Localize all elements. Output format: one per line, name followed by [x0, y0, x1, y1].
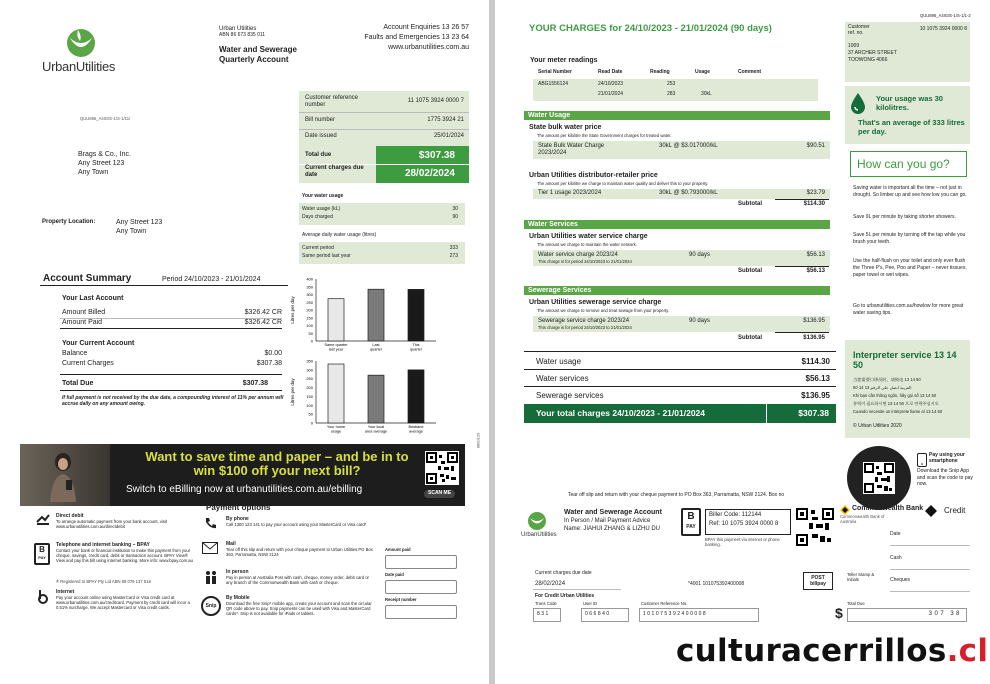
subtotal-water-usage: $114.30 [803, 201, 825, 207]
charge-desc: The amount we charge to maintain the water network. [537, 242, 637, 247]
chart-tick-label: 200 [306, 307, 313, 313]
chart-bar [368, 375, 384, 423]
abn: ABN 86 673 835 011 [219, 32, 266, 38]
chart-bar [408, 289, 424, 341]
chart-tick-label: 350 [306, 284, 313, 290]
avg-current-value: 333 [449, 245, 458, 251]
subtotal-label: Subtotal [738, 201, 762, 207]
qr-code-icon [427, 453, 457, 483]
meter-readings-title: Your meter readings [530, 57, 598, 64]
avg-last-year-value: 273 [449, 253, 458, 259]
chart-tick-label: 150 [306, 315, 313, 321]
tip-item: Use the half-flush on your toilet and only ever flush the Three P's, Pee, Poo and Paper – never tissues, paper towel or wet wipes. [853, 258, 967, 278]
chart-category-label: usage [330, 429, 342, 434]
pay-method-title: Mail [226, 541, 236, 547]
slip-due-label: Current charges due date [535, 570, 592, 576]
addressee-line-2: Any Street 123 [78, 160, 125, 167]
mail-icon [202, 542, 218, 554]
chart-bar [328, 299, 344, 341]
info-label: Bill number [305, 117, 336, 123]
promo-headline-1: Want to save time and paper – and be in to [145, 449, 409, 464]
grand-total-value: $307.38 [798, 408, 829, 418]
chart-category-label: last year [328, 347, 344, 352]
slip-title: Water and Sewerage Account [564, 509, 662, 516]
total-due-summary-value: $307.38 [242, 380, 268, 387]
meter-header: Reading [650, 69, 670, 75]
chart-tick-label: 100 [306, 402, 313, 408]
slip-qr-code[interactable] [796, 508, 834, 546]
pay-method-text: To arrange automatic payment from your bank account, visit www.urbanutilities.com.au/directdebit [56, 519, 168, 529]
charge-title: State bulk water price [529, 124, 602, 131]
date-paid-label: Date paid [385, 572, 404, 577]
chart-tick-label: 250 [306, 376, 313, 382]
chart-category-label: Your home [326, 425, 346, 429]
water-usage-title: Your water usage [302, 193, 344, 199]
section-water-usage: Water Usage [524, 111, 830, 120]
chart-tick-label: 50 [308, 411, 313, 417]
tear-off-instruction: Tear off slip and return with your cheque payment to PO Box 363, Parramatta, NSW 2124. Box no [568, 492, 785, 498]
bill-front-page: UrbanUtilities Urban Utilities ABN 86 673 835 011 Water and Sewerage Quarterly Account Account Enquiries 13 26 57 Faults and Emergencies 13 23 64 www.urbanutilities.com.au QUU896_A4IG/E-1/S-1/11/ Brags & Co., Inc. Any Street 123 Any Town Property Location: Any Street 123 Any Town Customer reference number 11 1075 3924 0000 7 Bill number 1775 3924 21 Date issued 25/01/2024 Total due $307.38 Current charges due date 28/02/2024 Your water usage Water usage (kL) 30 Days charged 90 Average daily water usage (litres) Current period 333 Same period last year 273 Account Summary Period 24/10/2023 - 21/01/2024 Your Last Account Amount Billed $326.42 CR Amount Paid $326.42 CR Your Current Account Balance $0.00 Current Charges $307.38 Total Due $307.38 If full payment is not received by the due date, a compounding interest of 11% per annum will accrue daily on any amount owing. Litres per day 0 50 100 150 200 250 300 350 400 Same quarter last year Last quarter This quarter Litres per day 0 50 100 150 200 250 300 350 Your home usage Your local area average Brisbane average 8800120 Want to save time and paper – and be in to win $100 off your next bill? Switch to eBilling now at urbanutilities.com.au/ebilling SCAN ME Payment options Direct debit To arrange automatic payment from your bank account, visit www.urbanutilities.com.au/directdebit B PAY Telephone and internet banking – BPAY Contact your bank or financial institution to make this payment from your cheque, savings, credit card, debit or transaction account. BPAY View® View and pay this bill using internet banking. More info: www.bpay.com.au ® Registered to BPAY Pty Ltd ABN 69 079 137 518 Internet Pay your account online using MasterCard or Visa credit card at www.urbanutilities.com.au/creditcard. Payment by credit card will incur a 0.51% surcharge. We accept Mastercard or Visa credit cards. By phone Call 1300 123 141 to pay your account using your MasterCard or Visa card*. Mail Tear off this slip and return with your cheque payment to Urban Utilities PO Box 363, Parramatta, NSW 2124 In person Pay in person at Australia Post with cash, cheque, money order, debit card or any branch of the Commonwealth Bank with cash or cheque. Snip By Mobile Download the free Snip* mobile app, create your account and scan the circular QR code above to pay. Snip payments can be used with Visa and MasterCard cards*. Snip is not available for iPads or tablets. Amount paid Date paid Receipt number [0, 0, 489, 684]
meter-date: 21/01/2024 [598, 91, 624, 97]
account-summary-title: Account Summary [43, 273, 132, 284]
charge-title: Urban Utilities sewerage service charge [529, 299, 662, 306]
slip-customer-name: Name: JIAHUI ZHANG & LIZHU DU [564, 526, 661, 532]
pay-method-text: Pay in person at Australia Post with cash, cheque, money order, debit card or any branch of the Commonwealth Bank with cash or cheque. [226, 575, 369, 585]
slip-amount-value: 307 38 [928, 611, 962, 617]
chart-category-label: Brisbane [408, 425, 424, 429]
snip-icon: Snip [201, 596, 221, 616]
charge-line-desc: Sewerage service charge 2023/24 [538, 318, 630, 324]
meter-header: Comment [738, 69, 762, 75]
chart-tick-label: 300 [306, 292, 313, 297]
usage-comparison-chart [290, 357, 460, 437]
total-water-services: $56.13 [805, 374, 830, 383]
amount-paid-label: Amount paid [385, 547, 411, 552]
interpreter-lang: 통역이 필요하시면 13 14 50 으로 연락주십시오 [853, 401, 939, 406]
page-code: QUU896_A4IG/E-1/S-1/11/ [80, 116, 131, 121]
bank-name: Commonwealth Bank [852, 505, 924, 512]
customer-ref-no-value: 101075392400008 [643, 611, 708, 617]
total-water-usage: $114.30 [801, 357, 830, 366]
charge-line-note: This charge is for period 24/10/2023 to 21/01/2024 [538, 325, 632, 330]
info-label: Date issued [305, 133, 337, 139]
customer-ref-label: Customer ref. no. [848, 24, 870, 36]
addressee-line-3: Any Town [78, 169, 109, 176]
trans-code-value: 831 [537, 611, 550, 617]
chart-ylabel: Litres per day [290, 296, 295, 324]
avg-label: Same period last year [302, 253, 351, 259]
brand-name: UrbanUtilities [42, 59, 116, 74]
urban-utilities-logo-icon [526, 511, 548, 531]
property-label: Property Location: [42, 219, 96, 225]
slip-logo [521, 511, 557, 543]
meter-header: Usage [695, 69, 711, 75]
amount-paid-field[interactable] [385, 555, 457, 569]
balance-value: $0.00 [264, 350, 282, 357]
slip-reference-line: *4001 101075392400008 [688, 581, 745, 587]
usage-callout-2: That's an average of 333 litres per day. [858, 118, 965, 136]
chart-category-label: quarter [409, 347, 423, 352]
chart-category-label: Last [372, 343, 380, 347]
avg-label: Current period [302, 245, 334, 251]
snip-text-1: Pay using your smartphone [929, 452, 965, 464]
chart-tick-label: 0 [310, 420, 313, 426]
due-date-value: 28/02/2024 [404, 168, 455, 179]
usage-history-chart [290, 275, 460, 355]
chart-tick-label: 350 [306, 358, 313, 364]
total-row-label: Water services [536, 374, 589, 383]
charge-line-desc: Tier 1 usage 2023/2024 [538, 190, 602, 196]
section-sewerage-services: Sewerage Services [524, 286, 830, 295]
water-service-amount: $56.13 [806, 252, 825, 258]
sewerage-amount: $136.95 [803, 318, 825, 324]
meter-reading: 283 [667, 91, 676, 97]
subtotal-water-services: $56.13 [806, 268, 825, 274]
contact-enquiries: Account Enquiries 13 26 57 [383, 24, 469, 31]
chart-tick-label: 50 [308, 330, 313, 336]
receipt-number-label: Receipt number [385, 597, 417, 602]
charge-line-desc: State Bulk Water Charge 2023/2024 [538, 143, 605, 156]
chart-tick-label: 0 [310, 338, 313, 344]
slip-field-label: Cash [890, 555, 902, 561]
pay-method-text: Tear off this slip and return with your cheque payment to Urban Utilities PO Box 363, Parramatta, NSW 2124 [226, 547, 373, 557]
slip-brand-name: UrbanUtilities [521, 532, 557, 538]
days-charged-value: 90 [452, 214, 458, 220]
credit-label: Credit [944, 506, 966, 515]
interpreter-lang: العربية اتصل على الرقم 13 14 50 [853, 385, 912, 390]
charge-title: Urban Utilities distributor-retailer price [529, 172, 658, 179]
charge-line-note: This charge is for period 24/10/2023 to 21/01/2024 [538, 259, 632, 264]
grand-total-label: Your total charges 24/10/2023 - 21/01/2024 [536, 408, 705, 418]
direct-debit-icon [36, 514, 50, 526]
summary-period: Period 24/10/2023 - 21/01/2024 [162, 276, 261, 283]
doc-title-1: Water and Sewerage [219, 45, 297, 54]
how-low-title: How can you go? [857, 157, 950, 171]
subtotal-sewerage: $136.95 [803, 335, 825, 341]
contact-website[interactable]: www.urbanutilities.com.au [388, 44, 469, 51]
tip-item: Save 5L per minute by turning off the tap while you brush your teeth. [853, 232, 966, 245]
promo-qr-code[interactable] [425, 451, 459, 485]
property-line-1: Any Street 123 [116, 219, 163, 226]
pay-method-text: Contact your bank or financial institution to make this payment from your cheque, savings, credit card, debit or transaction account. BPAY View® View and pay this bill using internet banking. More info: www.bpay.com.au [56, 548, 193, 563]
charge-desc: The amount we charge to remove and treat sewage from your property. [537, 308, 670, 313]
customer-address-3: TOOWONG 4066 [848, 57, 888, 63]
charge-title: Urban Utilities water service charge [529, 233, 648, 240]
chart-bar [408, 370, 424, 423]
avg-usage-title: Average daily water usage (litres) [302, 232, 377, 238]
chart-bar [368, 289, 384, 341]
charge-line-qty: 90 days [689, 318, 711, 324]
bank-small-print: Commonwealth Bank of Australia [840, 514, 885, 524]
slip-bottom-label: User ID [583, 601, 598, 606]
addressee-line-1: Brags & Co., Inc. [78, 151, 131, 158]
usage-label: Water usage (kL) [302, 206, 341, 212]
charge-line-qty: 30kL @ $3.017000/kL [659, 143, 718, 149]
property-line-2: Any Town [116, 228, 147, 235]
interpreter-lang: 当您需要口译员时，请致电 13 14 50 [853, 377, 921, 382]
summary-row-label: Balance [62, 350, 88, 357]
charge-desc: The amount per kilolitre the State Government charges for treated water. [537, 133, 672, 138]
usage-label: Days charged [302, 214, 333, 220]
slip-field-label: Date [890, 531, 901, 537]
meter-usage: 30kL [701, 91, 712, 97]
snip-text-2: Download the Snip App and scan the code to pay now. [917, 468, 973, 487]
meter-date: 24/10/2023 [598, 81, 624, 87]
teller-stamp-label: Teller Stamp & Initials [847, 572, 875, 582]
pay-method-title: Internet [56, 589, 75, 595]
copyright: © Urban Utilities 2020 [853, 423, 902, 429]
current-charges-label: Current charges due date [305, 165, 364, 178]
meter-reading: 253 [667, 81, 676, 87]
doc-title-2: Quarterly Account [219, 55, 289, 64]
watermark-main: culturacerrillos [676, 633, 947, 669]
slip-field-label: Cheques [890, 577, 911, 583]
in-person-icon [204, 570, 218, 584]
contact-faults: Faults and Emergencies 13 23 64 [364, 34, 469, 41]
page-code: QUU896_A4IG/E-1/S-1/1-2 [920, 13, 971, 18]
chart-tick-label: 250 [306, 299, 313, 305]
usage-kl-value: 30 [452, 206, 458, 212]
slip-bottom-label: Total Due [847, 601, 865, 606]
chart-tick-label: 300 [306, 367, 313, 373]
charge-desc: The amount per kilolitre we charge to maintain water quality and deliver this to your property. [537, 181, 709, 186]
charges-title: YOUR CHARGES for 24/10/2023 - 21/01/2024 (90 days) [529, 23, 772, 34]
bpay-reference: Ref: 10 1075 3924 0000 8 [709, 521, 779, 527]
chart-ylabel: Litres per day [290, 378, 295, 406]
company-name: Urban Utilities [219, 26, 257, 32]
interpreter-lang: Cuando necesite un intérprete llame al 13 14 50 [853, 409, 943, 414]
total-due-label: Total due [305, 152, 332, 158]
promo-ebilling-link[interactable]: Switch to eBilling now at urbanutilities.com.au/ebilling [126, 484, 363, 495]
meter-table [533, 79, 818, 101]
pay-method-text: Download the free Snip* mobile app, create your account and scan the circular QR code above to pay. Snip payments can be used with Visa and MasterCard cards*. Snip is not available for iPads or tablets. [226, 601, 372, 616]
slip-subtitle: In Person / Mail Payment Advice [564, 518, 651, 524]
current-account-title: Your Current Account [62, 340, 135, 347]
water-drop-icon [850, 92, 866, 114]
interpreter-lang: Khi bạn cần thông ngôn, hãy gọi số 13 14 50 [853, 393, 937, 398]
chart-category-label: quarter [369, 347, 383, 352]
urban-utilities-logo-icon [62, 28, 102, 58]
payment-options-title: Payment options [206, 503, 271, 512]
subtotal-label: Subtotal [738, 268, 762, 274]
credit-for-label: For Credit Urban Utilities [535, 593, 595, 599]
user-id-value: 066840 [585, 611, 611, 617]
amount-paid-value: $326.42 CR [244, 319, 282, 326]
chart-tick-label: 150 [306, 393, 313, 399]
tips-intro: Saving water is important all the time – not just in drought. So limber up and see how low you can go. [853, 185, 967, 198]
scan-me-label: SCAN ME [424, 490, 455, 498]
late-payment-notice: If full payment is not received by the due date, a compounding interest of 11% per annum will accrue daily on any amount owing. [62, 395, 284, 407]
chart-tick-label: 200 [306, 385, 313, 391]
bpay-small-print: BPAY this payment via internet or phone banking. [705, 537, 780, 547]
retail-amount: $23.79 [806, 190, 825, 196]
post-billpay-logo: POST billpay [803, 572, 833, 590]
chart-category-label: average [409, 429, 423, 434]
pay-method-text: Pay your account online using MasterCard or Visa credit card at www.urbanutilities.com.au/creditcard. Payment by credit card will incur a 0.51% surcharge. We accept Mastercard or Visa credit cards. [56, 595, 190, 610]
date-issued-value: 25/01/2024 [433, 133, 464, 139]
total-row-label: Sewerage services [536, 391, 604, 400]
chart-tick-label: 400 [306, 276, 313, 282]
pay-method-title: Direct debit [56, 513, 84, 519]
chart-category-label: Same quarter [324, 343, 348, 347]
promo-headline-2: win $100 off your next bill? [193, 463, 361, 478]
total-sewerage: $136.95 [801, 391, 830, 400]
bpay-icon: B PAY [681, 508, 701, 536]
summary-row-label: Current Charges [62, 360, 114, 367]
pay-method-title: By Mobile [226, 595, 250, 601]
slip-dollar-sign: $ [835, 605, 843, 621]
bpay-icon: B PAY [34, 543, 50, 565]
tip-item: Save 9L per minute by taking shorter showers. [853, 214, 956, 220]
chart-category-label: This [412, 343, 420, 347]
chart-category-label: area average [364, 429, 388, 434]
slip-bottom-label: Customer Reference No. [641, 601, 688, 606]
customer-address-2: 37 ARCHER STREET [848, 50, 897, 56]
summary-row-label: Amount Paid [62, 319, 103, 326]
watermark-tld: .cl [946, 633, 989, 669]
smartphone-icon [917, 453, 927, 467]
date-paid-field[interactable] [385, 580, 457, 594]
meter-serial: ABG1556124 [538, 81, 569, 87]
meter-header: Read Date [598, 69, 623, 75]
total-due-summary-label: Total Due [62, 380, 94, 387]
biller-code: Biller Code: 112144 [709, 512, 762, 518]
total-row-label: Water usage [536, 357, 582, 366]
state-bulk-amount: $90.51 [806, 143, 825, 149]
usage-callout-1: Your usage was 30 kilolitres. [876, 94, 943, 112]
last-account-title: Your Last Account [62, 295, 124, 302]
internet-icon [37, 590, 49, 604]
meter-header: Serial Number [538, 69, 572, 75]
slip-due-value: 28/02/2024 [535, 581, 566, 587]
pay-method-title: In person [226, 569, 249, 575]
subtotal-label: Subtotal [738, 335, 762, 341]
amount-billed-value: $326.42 CR [244, 309, 282, 316]
chart-bar [328, 364, 344, 423]
chart-category-label: Your local [367, 425, 385, 429]
customer-reference-value: 11 1075 3924 0000 7 [407, 98, 464, 104]
watermark [676, 633, 988, 669]
bill-number-value: 1775 3924 21 [427, 117, 464, 123]
customer-address-1: 1009 [848, 43, 860, 49]
charge-line-desc: Water service charge 2023/24 [538, 252, 618, 258]
charge-line-qty: 90 days [689, 252, 711, 258]
interpreter-title: Interpreter service 13 14 50 [853, 350, 957, 371]
pay-method-title: By phone [226, 516, 249, 522]
receipt-number-field[interactable] [385, 605, 457, 619]
summary-row-label: Amount Billed [62, 309, 106, 316]
current-charges-value: $307.38 [256, 360, 282, 367]
credit-diamond-icon [925, 505, 937, 517]
slip-bottom-label: Trans Code [535, 601, 557, 606]
person-with-phone-icon [48, 452, 78, 502]
chart-tick-label: 100 [306, 323, 313, 328]
customer-ref-value: 10 1075 3924 0000 8 [919, 26, 967, 32]
pay-method-title: Telephone and internet banking – BPAY [56, 542, 150, 548]
bpay-registration: ® Registered to BPAY Pty Ltd ABN 69 079 137 518 [56, 579, 151, 584]
tips-outro[interactable]: Go to urbanutilities.com.au/howlow for more great water saving tips. [853, 303, 964, 316]
total-due-value: $307.38 [418, 150, 455, 161]
phone-icon [204, 517, 217, 530]
charge-line-qty: 30kL @ $0.793000/kL [659, 190, 718, 196]
bill-charges-page [495, 0, 990, 684]
pay-method-text: Call 1300 123 141 to pay your account using your MasterCard or Visa card*. [226, 522, 368, 527]
info-label: Customer reference number [305, 95, 359, 108]
section-water-services: Water Services [524, 220, 830, 229]
qr-code-icon [863, 462, 895, 494]
